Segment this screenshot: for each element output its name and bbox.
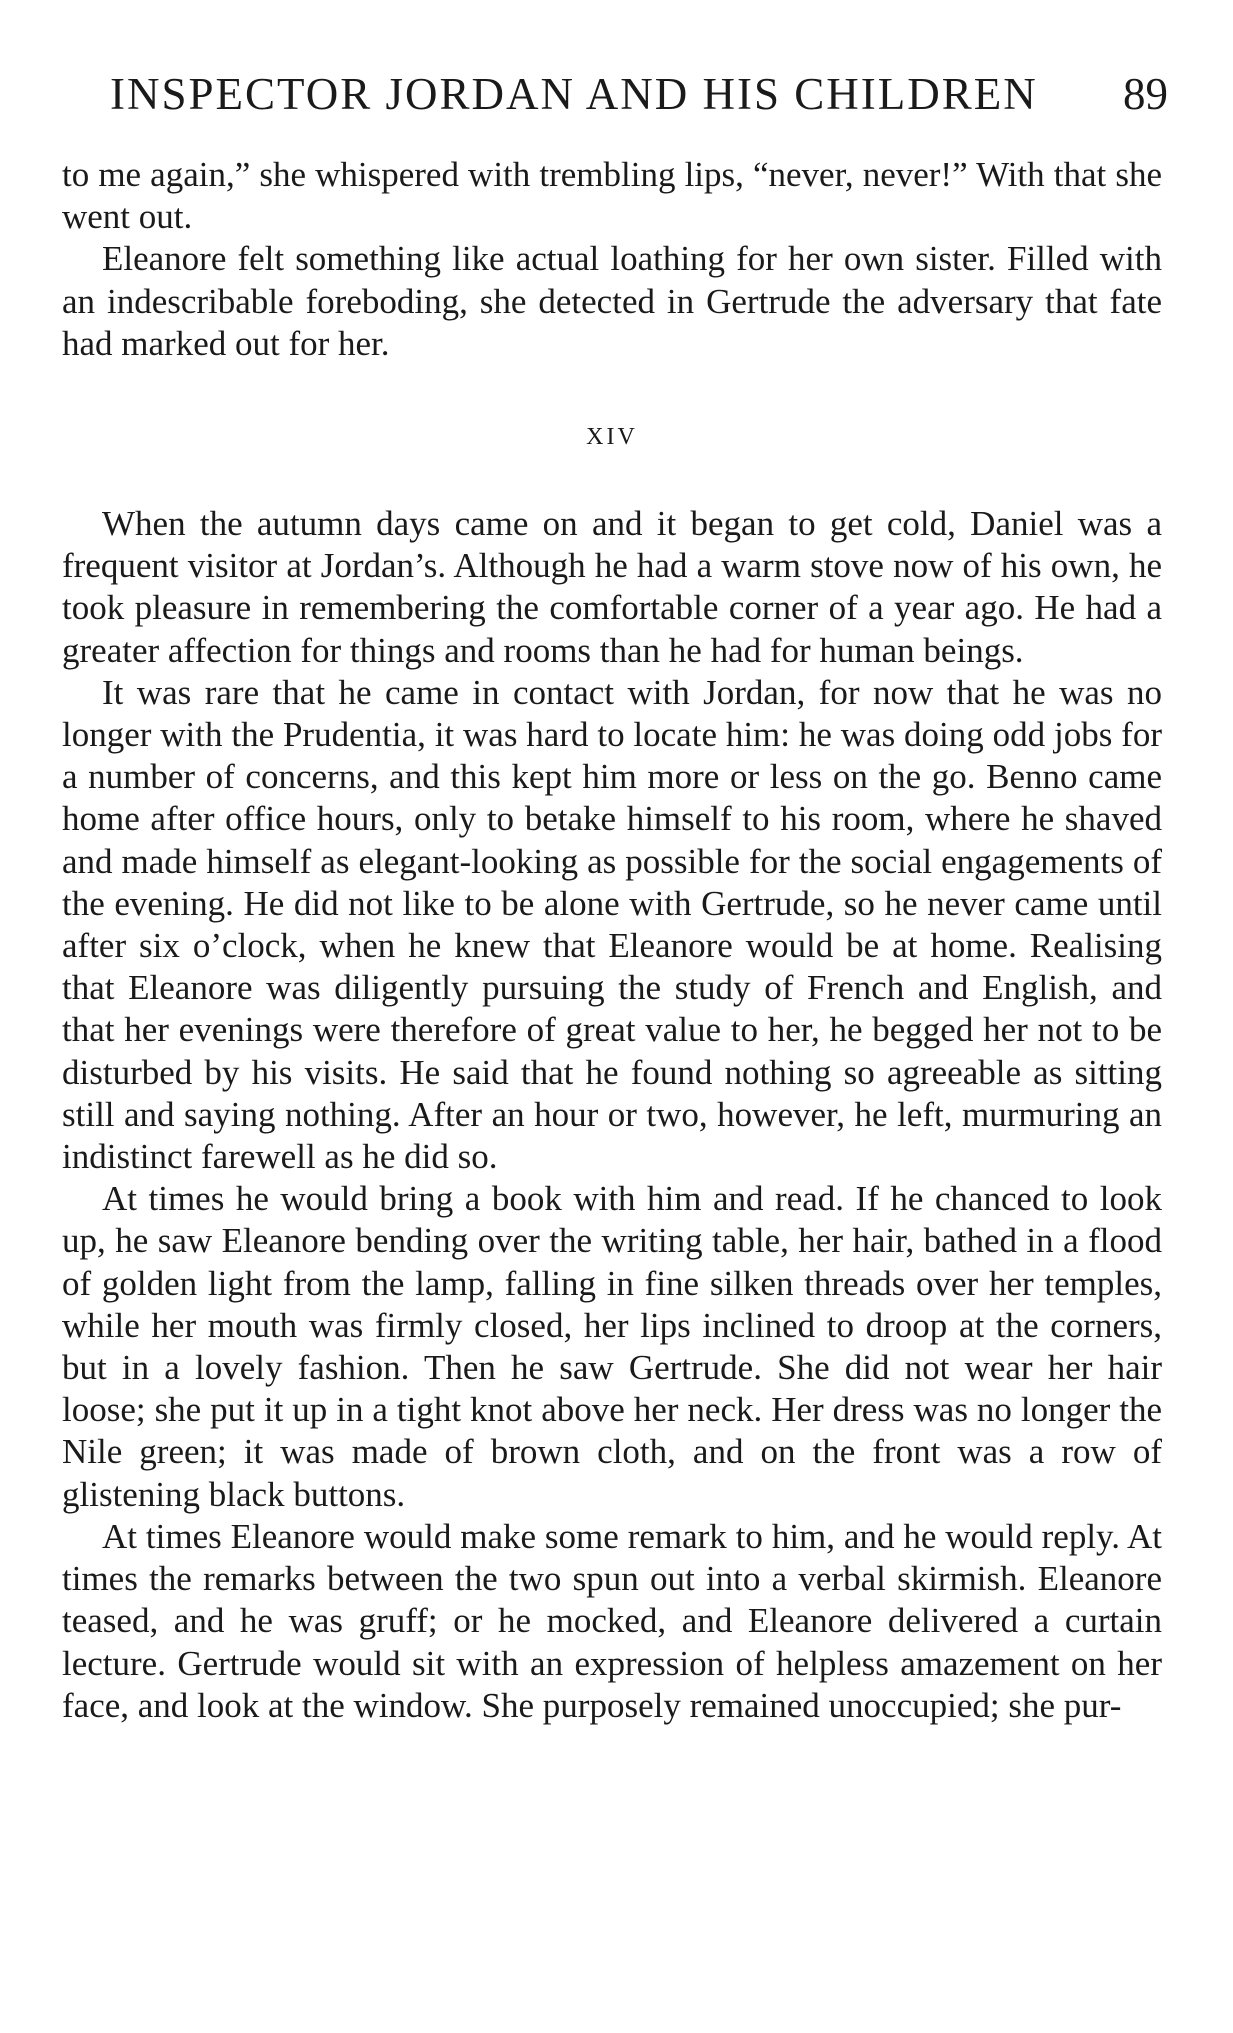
paragraph: to me again,” she whispered with trembling lips, “never, never!” With that she went out.	[62, 155, 1162, 237]
paragraph: It was rare that he came in contact with Jordan, for now that he was no longer with the Prudentia, it was hard to locate him: he was doing odd jobs for a number of concerns, and this kept him more or less on the go. Benno came home after office hours, only to betake himself to his room, where he shaved and made himself as elegant-looking as possible for the social engagements of the evening. He did not like to be alone with Gertrude, so he never came until after six o’clock, when he knew that Eleanore would be at home. Realising that Eleanore was diligently pursuing the study of French and English, and that her evenings were therefore of great value to her, he begged her not to be disturbed by his visits. He said that he found nothing so agreeable as sitting still and saying nothing. After an hour or two, however, he left, murmuring an indistinct farewell as he did so.	[62, 672, 1162, 1177]
chapter-title: INSPECTOR JORDAN AND HIS CHILDREN	[110, 69, 1038, 119]
paragraph: At times he would bring a book with him and read. If he chanced to look up, he saw Eleanore bending over the writing table, her hair, bathed in a flood of golden light from the lamp, falling in fine silken threads over her temples, while her mouth was firmly closed, her lips inclined to droop at the corners, but in a lovely fashion. Then he saw Gertrude. She did not wear her hair loose; she put it up in a tight knot above her neck. Her dress was no longer the Nile green; it was made of brown cloth, and on the front was a row of glistening black buttons.	[62, 1179, 1162, 1514]
text-block	[62, 154, 1162, 1727]
section-number: XIV	[586, 424, 638, 451]
page-number: 89	[1123, 69, 1168, 119]
paragraph: Eleanore felt something like actual loathing for her own sister. Filled with an indescribable foreboding, she detected in Gertrude the adversary that fate had marked out for her.	[62, 239, 1162, 363]
paragraph: When the autumn days came on and it began to get cold, Daniel was a frequent visitor at Jordan’s. Although he had a warm stove now of his own, he took pleasure in remembering the comfortable corner of a year ago. He had a greater affection for things and rooms than he had for human beings.	[62, 504, 1162, 670]
running-head	[110, 69, 1168, 119]
paragraph: At times Eleanore would make some remark to him, and he would reply. At times the remarks between the two spun out into a verbal skirmish. Eleanore teased, and he was gruff; or he mocked, and Eleanore delivered a curtain lecture. Gertrude would sit with an expression of helpless amazement on her face, and look at the window. She purposely remained unoccupied; she pur-	[62, 1516, 1162, 1725]
